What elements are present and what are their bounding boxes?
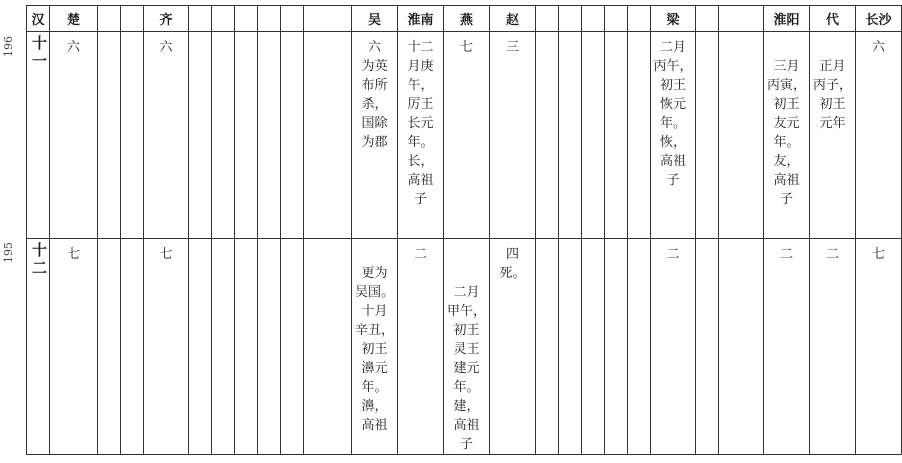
column-header: 淮阳 — [764, 6, 810, 32]
cell-text: 十二 月庚 午， 厉王 长元 年。 长， 高祖 子 — [407, 40, 434, 207]
cell-text — [536, 239, 558, 245]
cell-text — [212, 239, 234, 245]
table-cell — [628, 32, 651, 239]
table-cell — [352, 32, 398, 239]
table-cell — [536, 32, 559, 239]
cell-text: 七 — [459, 40, 473, 55]
column-header: 代 — [810, 6, 856, 32]
column-header — [605, 6, 628, 32]
table-cell — [258, 239, 281, 455]
column-header — [121, 6, 144, 32]
column-header — [304, 6, 352, 32]
cell-text — [559, 32, 581, 38]
cell-text: 正月 丙子， 初王 元年 — [812, 59, 852, 131]
cell-text: 二月 甲午， 初王 灵王 建元 年。 建， 高祖 子 — [446, 285, 486, 452]
table-cell — [536, 239, 559, 455]
cell-text: 三月 丙寅， 初王 友元 年。 友， 高祖 子 — [766, 59, 806, 207]
cell-text — [628, 32, 650, 38]
column-header: 赵 — [490, 6, 536, 32]
cell-text — [582, 32, 604, 38]
cell-text — [258, 32, 280, 38]
cell-text — [235, 239, 257, 245]
cell-text — [121, 32, 143, 38]
column-header — [98, 6, 121, 32]
cell-text: 六 — [871, 40, 885, 55]
cell-text — [189, 32, 211, 38]
table-cell — [810, 239, 856, 455]
column-header: 楚 — [50, 6, 98, 32]
table-cell — [281, 32, 304, 239]
cell-text — [696, 32, 718, 38]
column-header — [212, 6, 235, 32]
cell-text — [582, 239, 604, 245]
cell-text: 三 — [505, 40, 519, 55]
table-cell — [444, 32, 490, 239]
table-cell — [559, 239, 582, 455]
table-cell — [651, 239, 696, 455]
table-cell — [212, 239, 235, 455]
table-cell — [582, 239, 605, 455]
cell-text: 六 — [66, 40, 80, 55]
cell-text: 更为 吴国。 十月 辛丑， 初王 濞元 年。 濞， 高祖 — [354, 266, 394, 433]
table-cell — [764, 32, 810, 239]
table-cell — [304, 239, 352, 455]
cell-text — [281, 32, 303, 38]
cell-text — [696, 239, 718, 245]
table-cell — [50, 239, 98, 455]
column-header: 淮南 — [398, 6, 444, 32]
table-cell — [121, 239, 144, 455]
cell-text: 二 — [666, 247, 680, 262]
column-header — [582, 6, 605, 32]
cell-text — [628, 239, 650, 245]
cell-text — [212, 32, 234, 38]
table-cell — [144, 32, 189, 239]
table-cell — [98, 239, 121, 455]
cell-text — [536, 32, 558, 38]
table-row — [27, 32, 902, 239]
column-header: 吴 — [352, 6, 398, 32]
table-header-row — [27, 6, 902, 32]
column-header — [536, 6, 559, 32]
column-header: 齐 — [144, 6, 189, 32]
table-cell — [235, 239, 258, 455]
cell-text — [235, 32, 257, 38]
table-cell — [98, 32, 121, 239]
table-cell — [444, 239, 490, 455]
table-cell — [304, 32, 352, 239]
column-header — [235, 6, 258, 32]
table-cell — [605, 32, 628, 239]
table-cell — [398, 239, 444, 455]
table-cell — [810, 32, 856, 239]
table-cell — [490, 32, 536, 239]
table-cell — [696, 32, 719, 239]
table-cell — [189, 32, 212, 239]
table-cell — [856, 32, 902, 239]
column-header: 燕 — [444, 6, 490, 32]
reign-year-number: 十 二 — [32, 241, 48, 277]
cell-text — [719, 32, 763, 38]
table-cell — [121, 32, 144, 239]
table-cell — [628, 239, 651, 455]
column-header: 长沙 — [856, 6, 902, 32]
cell-text: 六 — [159, 40, 173, 55]
chronology-table — [26, 5, 902, 455]
table-cell — [764, 239, 810, 455]
column-header — [696, 6, 719, 32]
table-cell — [27, 239, 50, 455]
cell-text: 二 — [779, 247, 793, 262]
table-cell — [50, 32, 98, 239]
table-cell — [189, 239, 212, 455]
column-header — [559, 6, 582, 32]
table-cell — [696, 239, 719, 455]
cell-text — [304, 32, 351, 38]
cell-text — [605, 239, 627, 245]
year-label-195: 195 — [2, 242, 15, 263]
cell-text — [304, 239, 351, 245]
cell-text — [719, 239, 763, 245]
table-cell — [281, 239, 304, 455]
table-cell — [856, 239, 902, 455]
cell-text: 七 — [159, 247, 173, 262]
cell-text: 六 为英 布所 杀， 国除 为郡 — [361, 40, 388, 150]
table-cell — [719, 32, 764, 239]
reign-year-number: 十 一 — [32, 34, 48, 70]
cell-text — [559, 239, 581, 245]
cell-text — [281, 239, 303, 245]
cell-text — [98, 32, 120, 38]
table-cell — [651, 32, 696, 239]
table-row — [27, 239, 902, 455]
table-cell — [258, 32, 281, 239]
year-label-196: 196 — [2, 36, 15, 57]
column-header — [719, 6, 764, 32]
column-header: 梁 — [651, 6, 696, 32]
table-cell — [582, 32, 605, 239]
table-cell — [352, 239, 398, 455]
cell-text: 七 — [66, 247, 80, 262]
table-cell — [605, 239, 628, 455]
column-header — [281, 6, 304, 32]
column-header — [628, 6, 651, 32]
table-cell — [559, 32, 582, 239]
cell-text: 四 死。 — [499, 247, 526, 281]
table-cell — [27, 32, 50, 239]
cell-text: 二月 丙午， 初王 恢元 年。 恢， 高祖 子 — [653, 40, 693, 188]
cell-text: 七 — [871, 247, 885, 262]
cell-text — [98, 239, 120, 245]
column-header — [258, 6, 281, 32]
table-cell — [235, 32, 258, 239]
cell-text — [258, 239, 280, 245]
table-cell — [719, 239, 764, 455]
table-cell — [212, 32, 235, 239]
column-header — [189, 6, 212, 32]
cell-text — [189, 239, 211, 245]
table-cell — [144, 239, 189, 455]
cell-text — [121, 239, 143, 245]
cell-text: 二 — [413, 247, 427, 262]
table-cell — [490, 239, 536, 455]
column-header: 汉 — [27, 6, 50, 32]
cell-text: 二 — [825, 247, 839, 262]
cell-text — [605, 32, 627, 38]
table-cell — [398, 32, 444, 239]
